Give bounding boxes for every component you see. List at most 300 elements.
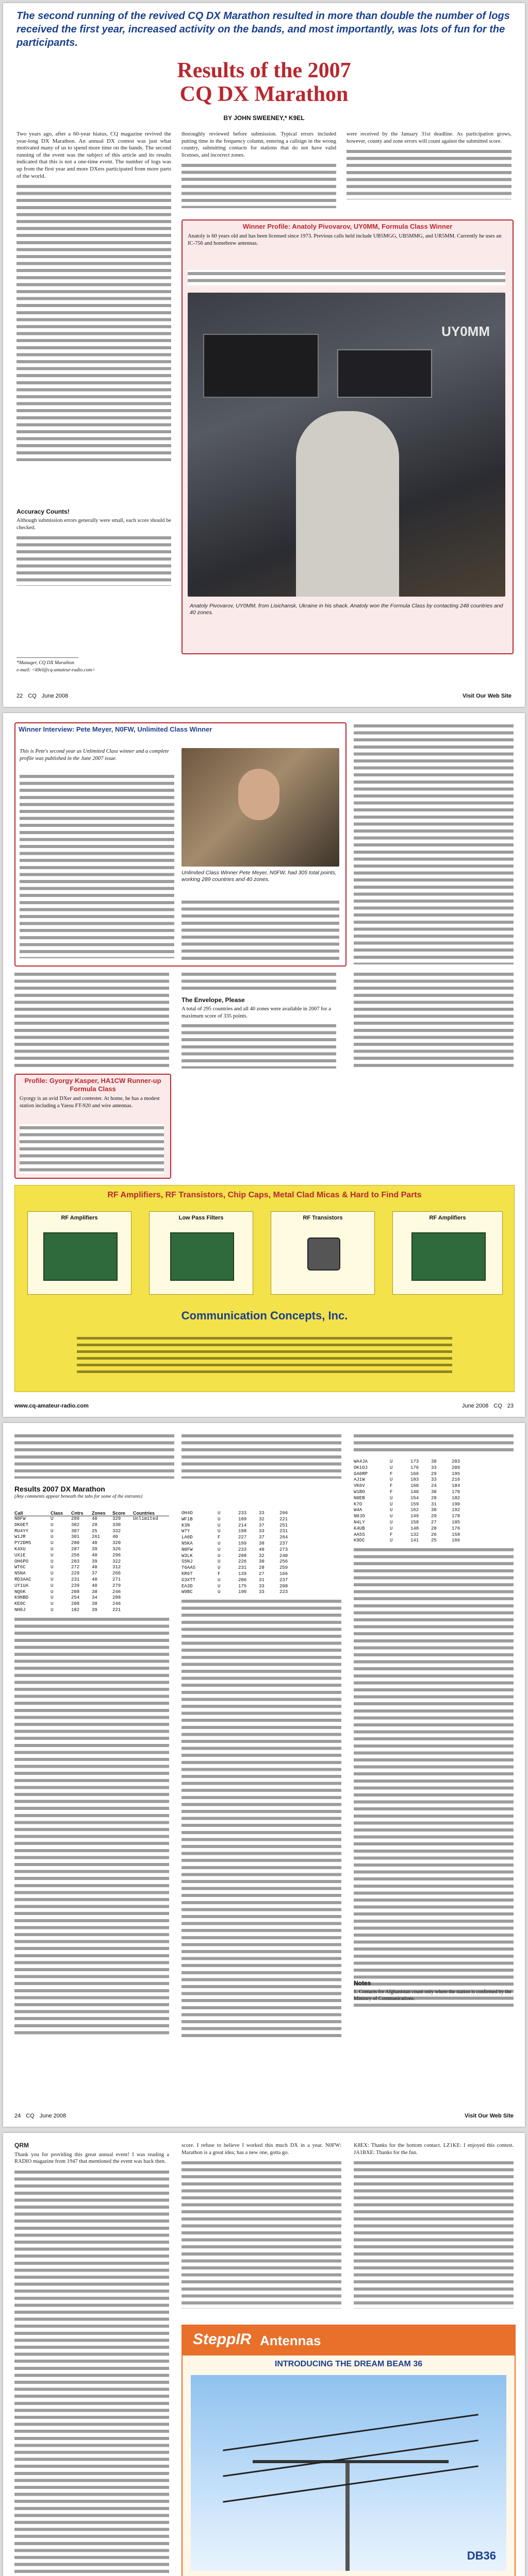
table-cell: 256 [71,1552,80,1558]
winner-photo-caption: Anatoly Pivovarov, UY0MM, from Lisichansk, Ukraine in his shack. Anatoly won the Formula Class by contacting 248 countries and 40 zones. [190,603,503,616]
page4-column-2-text: score. I refuse to believe I worked this much DX in a year. N0FW: Marathon is a great idea; has a new one, gotta go. [182,2143,341,2156]
table-cell: 162 [410,1507,419,1513]
table-cell: U [51,1546,54,1552]
cci-advertisement[interactable] [14,1185,515,1392]
accuracy-text-block [16,517,171,584]
title-line-1: Results of the 2007 [177,59,351,82]
table-cell: 273 [279,1547,288,1552]
table-cell: W1BO [354,1489,365,1495]
table-cell: 34 [92,1595,97,1601]
table-cell: 158 [452,1532,460,1537]
table-cell [133,1577,164,1583]
page-site [465,2110,514,2122]
magazine-name: CQ [493,1403,502,1409]
table-cell: 29 [431,1471,437,1477]
table-cell [472,1507,503,1514]
table-cell: 148 [410,1526,419,1531]
page-folio [16,690,68,702]
table-cell: 271 [112,1577,121,1582]
table-cell: 208 [71,1589,80,1595]
table-row [354,1459,514,1465]
table-cell: U [218,1547,221,1552]
steppir-brand-2: Antennas [260,2333,321,2348]
table-cell: 279 [112,1583,121,1588]
table-cell: 184 [452,1483,460,1489]
page-23 [3,713,525,1417]
column-1-text: Two years ago, after a 60-year hiatus, CQ magazine revived the year-long DX Marathon. An annual DX contest was just what motivated many of us to spend more time on the bands. The second running of the event was the subject of this article and its results indicated that this is not a one-time event. The number of logs was up from the first year and more DXers participated from more parts of the world. [16,131,171,179]
table-cell: NQ6K [14,1589,26,1595]
table-cell: OH6PO [14,1558,29,1564]
table-cell: 209 [452,1465,460,1470]
table-row [14,1522,169,1529]
table-cell: 40 [92,1583,97,1588]
table-cell: 198 [238,1529,247,1534]
table-cell: 266 [279,1511,288,1516]
table-cell: OH4O [182,1511,193,1516]
results-rows-2 [182,1511,341,1596]
page3-intro-col-2 [182,1432,341,1479]
table-cell: N0FW [182,1547,193,1552]
table-row [354,1483,514,1489]
table-cell [300,1547,331,1553]
page2-column-2a [182,971,336,991]
table-cell: 30 [431,1459,437,1464]
table-cell: 246 [112,1589,121,1595]
table-cell: U [51,1540,54,1546]
table-cell: U [390,1519,393,1525]
table-cell [300,1523,331,1529]
table-cell: 246 [112,1601,121,1607]
table-cell: 312 [112,1565,121,1570]
table-cell: 166 [279,1571,288,1577]
table-cell: 28 [259,1565,265,1571]
table-row [14,1516,169,1522]
table-row [14,1540,169,1547]
table-cell: U [390,1507,393,1513]
table-cell: K4UB [354,1526,365,1531]
table-cell: U [218,1540,221,1546]
table-cell: U [51,1528,54,1534]
table-cell: 33 [431,1477,437,1483]
table-cell: 185 [452,1519,460,1525]
table-cell: 237 [279,1540,288,1546]
cci-board-1 [43,1232,118,1281]
table-cell [300,1565,331,1571]
table-cell: KE0C [14,1601,26,1607]
n0fw-photo-caption: Unlimited Class Winner Pete Meyer, N0FW, had 305 total points, working 289 countries and 40 zones. [182,870,337,883]
envelope-text: A total of 295 countries and all 40 zones were available in 2007 for a maximum score of 335 points. [182,1006,331,1019]
page4-column-2-body [182,2159,341,2309]
table-cell: U [51,1589,54,1595]
table-cell: UY1UA [14,1583,29,1588]
table-cell: 28 [431,1526,437,1531]
table-cell [300,1559,331,1565]
table-cell: F [218,1571,221,1577]
table-cell: 154 [410,1495,419,1501]
page-folio [14,2110,66,2122]
table-row [354,1465,514,1471]
table-cell: 40 [92,1565,97,1570]
table-cell: 132 [410,1532,419,1537]
table-cell [133,1559,164,1565]
table-cell: 33 [259,1583,265,1589]
table-cell: U [51,1571,54,1577]
header-call: Call [14,1511,23,1516]
interview-box [14,722,346,967]
steppir-banner: INTRODUCING THE DREAM BEAM 36 [274,2360,423,2368]
cci-board-2 [170,1232,234,1281]
table-row [14,1529,169,1535]
results-table-2 [182,1511,341,2041]
table-cell: 226 [238,1559,247,1565]
table-cell: 240 [279,1553,288,1558]
table-cell [133,1540,164,1547]
table-cell: 33 [259,1511,265,1516]
table-cell: WF1B [182,1516,193,1522]
table-cell [472,1489,503,1496]
table-cell: 38 [92,1589,97,1595]
table-cell: 199 [238,1540,247,1546]
title-line-2: CQ DX Marathon [179,82,349,106]
table-cell: 223 [279,1589,288,1595]
table-row [182,1517,341,1523]
operator-figure [296,411,399,597]
cci-product-2 [149,1211,253,1295]
table-cell: 320 [112,1540,121,1546]
table-cell: 264 [279,1535,288,1540]
table-cell: K9DC [354,1538,365,1544]
cci-company-name: Communication Concepts, Inc. [181,1309,348,1322]
page2-column-3 [354,971,514,1069]
qrm-heading: QRM [14,2142,29,2149]
table-cell [472,1483,503,1489]
article-column-3 [346,131,512,213]
table-cell: 231 [279,1529,288,1534]
steppir-advertisement[interactable] [182,2325,516,2576]
table-row [182,1559,341,1565]
results-rows-3 [354,1459,514,1544]
table-cell: S5NJ [182,1559,193,1565]
column-3-body [346,148,512,199]
results-table-1 [14,1511,169,2038]
page4-column-2 [182,2142,341,2317]
table-cell: 32 [259,1516,265,1522]
table-row [182,1523,341,1529]
table-cell: AA5S [354,1532,365,1537]
table-cell: 30 [259,1559,265,1565]
table-row [354,1514,514,1520]
table-row [14,1534,169,1540]
table-cell: 296 [112,1552,121,1558]
table-cell: 170 [452,1489,460,1495]
table-cell: 33 [259,1589,265,1595]
table-cell [472,1477,503,1483]
column-2-text: thoroughly reviewed before submission. Typical errors included putting time in the frequency column, entering a callsign in the wrong country, submitting contacts for stations that do not have valid licenses, and incorrect zones. [182,131,336,158]
table-cell: OK1OJ [354,1465,368,1470]
page2-column-2b [182,1022,336,1069]
page2-column-right [354,722,514,964]
column-1-body [16,183,171,461]
table-cell: U [218,1522,221,1528]
table-cell: U [218,1529,221,1534]
table-cell: 166 [410,1471,419,1477]
table-cell [133,1607,164,1614]
page-number: 23 [507,1403,514,1409]
table-cell [472,1465,503,1471]
table-cell: 39 [92,1607,97,1613]
cci-ad-title: RF Amplifiers, RF Transistors, Chip Caps, Metal Clad Micas & Hard to Find Parts [107,1191,422,1199]
table-cell: 307 [71,1528,80,1534]
header-zones: Zones [92,1511,106,1516]
site-link[interactable]: Visit Our Web Site [463,693,512,699]
accuracy-body [16,534,171,586]
table-cell: 139 [238,1571,247,1577]
site-link[interactable]: www.cq-amateur-radio.com [14,1403,89,1409]
table-cell: 175 [238,1583,247,1589]
table-cell: 182 [71,1607,80,1613]
table-row [14,1547,169,1553]
page-site [463,690,512,702]
table-cell [300,1535,331,1541]
table-cell [300,1589,331,1596]
interview-text-left [20,773,174,958]
table-cell: U [51,1607,54,1613]
results-table-3-cont [354,1546,514,2010]
table-cell: U [51,1601,54,1607]
table-cell: 221 [112,1607,121,1613]
table-cell: 233 [238,1511,247,1516]
table-cell: G3XTT [182,1577,196,1583]
results-table-3 [354,1459,514,2010]
table-row [182,1565,341,1571]
table-cell: 40 [92,1516,97,1521]
table-cell: U [218,1516,221,1522]
table-row [14,1595,169,1601]
cci-ad-details [77,1335,452,1376]
operator-head [238,769,279,820]
table-cell: 332 [112,1528,121,1534]
table-cell: N5NA [14,1571,26,1577]
cci-product-1 [27,1211,131,1295]
table-cell: 26 [431,1532,437,1537]
footnote-rule [16,657,78,658]
table-cell: DK0ET [14,1522,29,1528]
table-cell [133,1583,164,1589]
table-cell: 38 [259,1540,265,1546]
cci-product-4-label: RF Amplifiers [429,1215,466,1221]
table-cell: 322 [112,1558,121,1564]
winner-profile-fill [188,270,505,285]
n0fw-photo [182,748,339,867]
page4-column-3 [354,2142,514,2317]
table-cell: 259 [279,1565,288,1571]
steppir-header [183,2326,515,2355]
table-cell: WA4JA [354,1459,368,1464]
table-cell [300,1571,331,1578]
table-row [182,1511,341,1517]
table-cell: 231 [71,1577,80,1582]
table-cell [300,1578,331,1584]
table-row [354,1477,514,1483]
table-cell: 272 [71,1565,80,1570]
table-row [14,1607,169,1614]
table-cell: 326 [112,1546,121,1552]
table-cell: F [390,1532,393,1537]
table-cell: F [218,1535,221,1540]
table-cell: N0FW [14,1516,26,1521]
table-cell: 40 [92,1540,97,1546]
table-row [354,1526,514,1532]
page-24 [3,1423,525,2127]
page-25 [3,2133,525,2576]
table-cell [472,1514,503,1520]
table-cell: 37 [92,1571,97,1577]
table-cell: 173 [410,1459,419,1464]
magazine-name: CQ [26,2113,35,2119]
table-cell [472,1532,503,1538]
table-cell: 27 [259,1571,265,1577]
footnote-email: e-mail: <k9el@cq-amateur-radio.com> [16,668,95,673]
table-cell: U [218,1559,221,1565]
table-cell: 31 [431,1501,437,1507]
table-cell: 40 [112,1534,118,1540]
accuracy-text: Although submission errors generally were small, each score should be checked. [16,518,171,531]
ha1cw-profile-text: Gyorgy is an avid DXer and contester. At home, he has a modest station including a Yaesu FT-920 and wire antennas. [20,1096,160,1109]
table-cell [472,1520,503,1526]
table-cell [133,1553,164,1559]
table-cell: 25 [431,1538,437,1544]
table-cell [472,1459,503,1465]
header-class: Class [51,1511,63,1516]
cci-board-4 [411,1232,486,1281]
table-cell: W3LK [182,1553,193,1558]
table-cell: 40 [259,1547,265,1552]
table-cell: U [51,1595,54,1601]
table-cell: AJ1W [354,1477,365,1483]
table-cell: U [390,1459,393,1464]
table-cell: 330 [112,1522,121,1528]
table-cell: U [218,1565,221,1571]
table-cell: 190 [238,1589,247,1595]
page4-column-3-body [354,2159,514,2309]
table-cell: 30 [431,1489,437,1495]
table-cell: 266 [112,1571,121,1577]
table-cell: U [390,1501,393,1507]
table-row [354,1520,514,1526]
table-cell: U [218,1583,221,1589]
table-cell: U [51,1522,54,1528]
table-cell: W1JR [14,1534,26,1540]
table-cell: U [218,1577,221,1583]
table-cell: 27 [431,1519,437,1525]
table-row [354,1507,514,1514]
table-cell: 229 [71,1571,80,1577]
table-cell [133,1601,164,1607]
results-table-1-cont [14,1616,169,2038]
table-row [182,1578,341,1584]
table-cell: 182 [452,1495,460,1501]
table-row [14,1583,169,1589]
table-row [14,1601,169,1607]
table-cell: 206 [238,1577,247,1583]
ha1cw-profile-fill [20,1124,164,1174]
table-cell: 160 [410,1483,419,1489]
table-cell: 176 [452,1526,460,1531]
site-link[interactable]: Visit Our Web Site [465,2113,514,2119]
winner-profile-body: Anatoly is 60 years old and has been licensed since 1973. Previous calls held include UB5MGG, UB5MMG, and UR5MM. Currently he uses an IC-756 and homebrew antennas. [188,233,502,246]
table-cell: 24 [431,1483,437,1489]
ha1cw-profile-title: Profile: Gyorgy Kasper, HA1CW Runner-up Formula Class [24,1077,161,1093]
table-cell: W4A [354,1507,362,1513]
table-row [14,1571,169,1577]
page4-column-1 [14,2142,169,2576]
table-row [182,1589,341,1596]
table-cell: U [51,1583,54,1588]
table-cell: 288 [112,1595,121,1601]
table-cell: 221 [279,1516,288,1522]
table-row [182,1571,341,1578]
table-cell: VK6V [354,1483,365,1489]
table-cell [133,1529,164,1535]
table-cell [133,1565,164,1571]
table-cell: 33 [259,1529,265,1534]
table-cell: N0EB [354,1495,365,1501]
page-folio [14,1400,89,1412]
column-3-text: were received by the January 31st deadline. As participation grows, however, county and zone errors will count against the submitted score. [346,131,512,144]
table-cell: U [218,1589,221,1595]
table-cell: 141 [410,1538,419,1544]
table-cell: RU4YY [14,1528,29,1534]
steppir-brand: SteppIR [193,2331,252,2348]
table-cell: 301 [71,1534,80,1540]
table-cell [300,1529,331,1535]
table-row [182,1584,341,1590]
table-cell: 208 [279,1583,288,1589]
table-cell: 37 [259,1522,265,1528]
table-cell [472,1496,503,1502]
table-cell [133,1595,164,1601]
article-title [3,59,525,106]
envelope-heading: The Envelope, Please [182,996,245,1004]
table-row [14,1553,169,1559]
cci-transistor [307,1238,340,1270]
table-cell: 176 [410,1465,419,1470]
table-cell [472,1538,503,1544]
cci-product-2-label: Low Pass Filters [178,1215,224,1221]
table-row [354,1496,514,1502]
article-column-1 [16,131,171,502]
page2-column-1 [14,971,169,1069]
qrm-text: Thank you for providing this great annual event! I was reading a RADIO magazine from 1947 that mentioned the event was back then. [14,2151,169,2165]
table-row [182,1541,341,1547]
table-cell: U [390,1538,393,1544]
table-cell: 302 [71,1522,80,1528]
table-cell: 38 [92,1601,97,1607]
table-cell: N4LY [354,1519,365,1525]
table-cell: 183 [410,1477,419,1483]
cci-product-3-label: RF Transistors [303,1215,343,1221]
footnote-manager: *Manager, CQ DX Marathon [16,660,74,666]
table-cell: KR6T [182,1571,193,1577]
table-cell: 214 [238,1522,247,1528]
table-cell: 30 [431,1507,437,1513]
table-cell: U [390,1465,393,1470]
page-22 [3,3,525,707]
table-row [354,1532,514,1538]
cci-product-4 [392,1211,503,1295]
table-cell [133,1547,164,1553]
table-cell: U [390,1526,393,1531]
